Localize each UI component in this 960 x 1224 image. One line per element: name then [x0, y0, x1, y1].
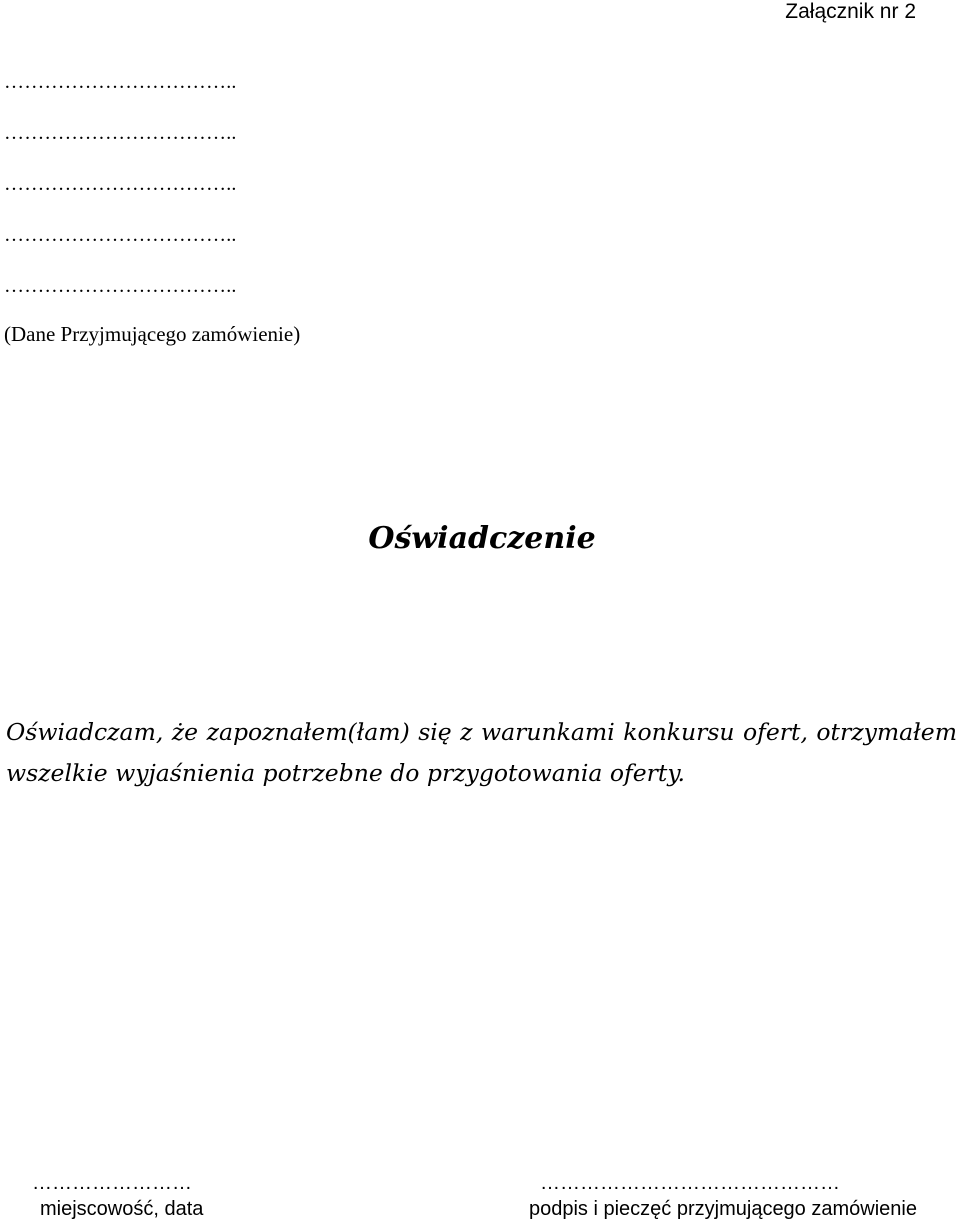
- place-date-label: miejscowość, data: [40, 1198, 204, 1220]
- sender-data-line: ……………………………..: [4, 224, 237, 246]
- document-title: Oświadczenie: [368, 521, 596, 556]
- annex-label: Załącznik nr 2: [785, 0, 916, 23]
- sender-caption: (Dane Przyjmującego zamówienie): [4, 322, 301, 346]
- sender-data-line: ……………………………..: [4, 71, 237, 93]
- signature-dots: ………………………………………: [540, 1172, 840, 1194]
- sender-data-line: ……………………………..: [4, 122, 237, 144]
- sender-data-lines: [4, 70, 237, 325]
- place-date-dots: ……………………: [32, 1172, 192, 1194]
- statement-text: Oświadczam, że zapoznałem(łam) się z warunkami konkursu ofert, otrzymałem wszelkie wyjaśnienia potrzebne do przygotowania oferty.: [6, 718, 957, 787]
- sender-data-line: ……………………………..: [4, 275, 237, 297]
- place-date-signature: [32, 1172, 232, 1222]
- signature-label: podpis i pieczęć przyjmującego zamówienie: [529, 1198, 917, 1220]
- signature-stamp-block: [529, 1172, 960, 1222]
- sender-data-line: ……………………………..: [4, 173, 237, 195]
